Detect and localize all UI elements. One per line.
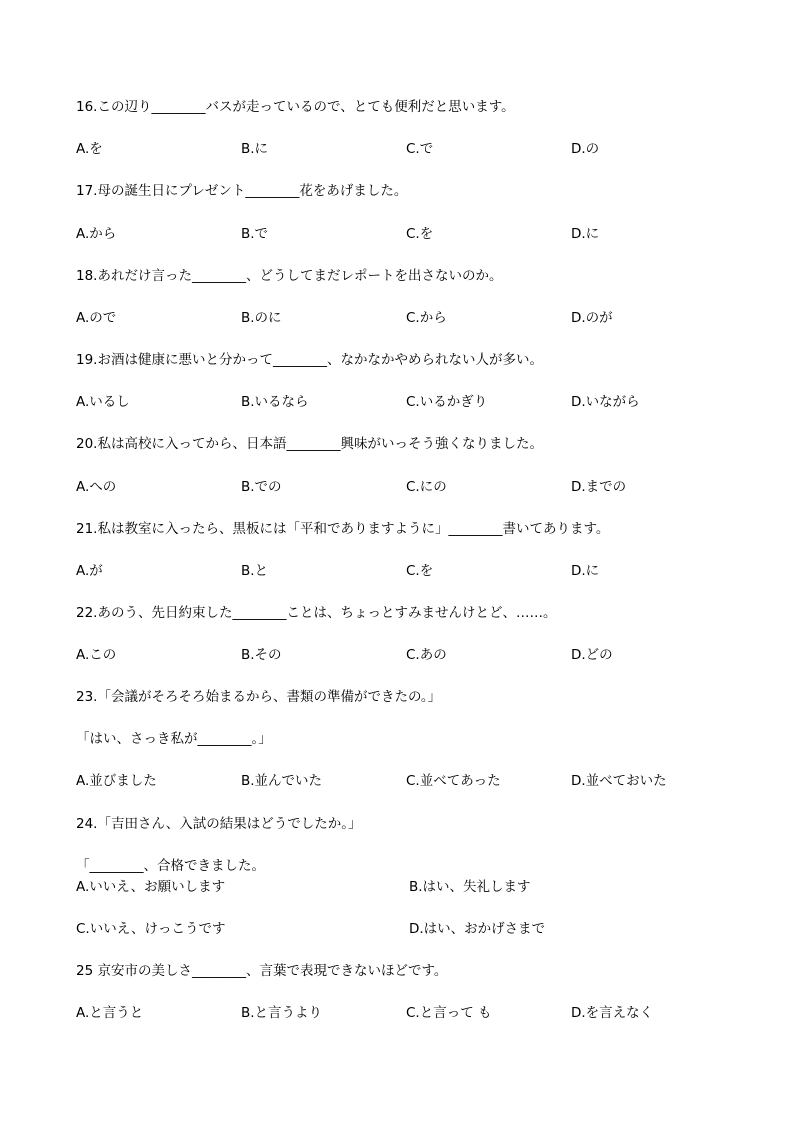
question-23-option-a[interactable]: A.並びました (76, 773, 157, 789)
question-23-stem: 23.「会議がそろそろ始まるから、書類の準備ができたの。」 (76, 689, 442, 705)
question-16-stem: 16.この辺り________バスが走っているので、とても便利だと思います。 (76, 99, 515, 115)
question-25-options (76, 1004, 716, 1022)
question-18-option-c[interactable]: C.から (406, 310, 447, 326)
question-24-stem: 24.「吉田さん、入試の結果はどうでしたか。」 (76, 816, 362, 832)
question-19-option-a[interactable]: A.いるし (76, 394, 130, 410)
question-21-option-d[interactable]: D.に (571, 563, 600, 579)
question-17-option-d[interactable]: D.に (571, 226, 600, 242)
question-19-stem: 19.お酒は健康に悪いと分かって________、なかなかやめられない人が多い。 (76, 352, 543, 368)
question-21-option-c[interactable]: C.を (406, 563, 434, 579)
question-18-option-a[interactable]: A.ので (76, 310, 117, 326)
question-22-option-d[interactable]: D.どの (571, 647, 613, 663)
question-19-option-d[interactable]: D.いながら (571, 394, 640, 410)
question-22-options (76, 646, 716, 664)
question-25-option-c[interactable]: C.と言って も (406, 1005, 492, 1021)
question-20-option-c[interactable]: C.にの (406, 479, 447, 495)
question-24-option-d[interactable]: D.はい、おかげさまで (409, 921, 546, 937)
question-21-option-a[interactable]: A.が (76, 563, 103, 579)
question-20-option-d[interactable]: D.までの (571, 479, 627, 495)
question-23-option-d[interactable]: D.並べておいた (571, 773, 667, 789)
question-18-option-d[interactable]: D.のが (571, 310, 613, 326)
question-16-option-a[interactable]: A.を (76, 141, 103, 157)
question-23-option-c[interactable]: C.並べてあった (406, 773, 501, 789)
question-17-stem: 17.母の誕生日にプレゼント________花をあげました。 (76, 183, 408, 199)
question-25-option-b[interactable]: B.と言うより (241, 1005, 323, 1021)
question-24-option-b[interactable]: B.はい、失礼します (409, 879, 531, 895)
question-24-option-a[interactable]: A.いいえ、お願いします (76, 879, 226, 895)
question-22-option-b[interactable]: B.その (241, 647, 282, 663)
question-24-options-row-2 (76, 920, 716, 938)
question-17-option-b[interactable]: B.で (241, 226, 269, 242)
question-20-option-b[interactable]: B.での (241, 479, 282, 495)
question-16-option-c[interactable]: C.で (406, 141, 434, 157)
question-19-option-c[interactable]: C.いるかぎり (406, 394, 488, 410)
question-21-options (76, 562, 716, 580)
question-16-options (76, 140, 716, 158)
question-20-option-a[interactable]: A.への (76, 479, 117, 495)
question-25-option-a[interactable]: A.と言うと (76, 1005, 144, 1021)
question-24-options-row-1 (76, 878, 716, 896)
question-20-options (76, 478, 716, 496)
question-18-option-b[interactable]: B.のに (241, 310, 282, 326)
question-25-option-d[interactable]: D.を言えなく (571, 1005, 654, 1021)
question-17-option-a[interactable]: A.から (76, 226, 117, 242)
question-21-stem: 21.私は教室に入ったら、黒板には「平和でありますように」________書いてあります。 (76, 521, 610, 537)
question-20-stem: 20.私は高校に入ってから、日本語________興味がいっそう強くなりました。 (76, 436, 543, 452)
question-16-option-d[interactable]: D.の (571, 141, 600, 157)
question-24-option-c[interactable]: C.いいえ、けっこうです (76, 921, 226, 937)
question-23-options (76, 772, 716, 790)
question-17-options (76, 225, 716, 243)
question-18-options (76, 309, 716, 327)
question-24-reply: 「________、合格できました。 (76, 858, 265, 874)
question-22-option-a[interactable]: A.この (76, 647, 117, 663)
question-25-stem: 25 京安市の美しさ________、言葉で表現できないほどです。 (76, 963, 448, 979)
question-19-option-b[interactable]: B.いるなら (241, 394, 309, 410)
question-19-options (76, 393, 716, 411)
question-22-stem: 22.あのう、先日約束した________ことは、ちょっとすみませんけとど、……。 (76, 605, 557, 621)
question-17-option-c[interactable]: C.を (406, 226, 434, 242)
question-23-option-b[interactable]: B.並んでいた (241, 773, 323, 789)
question-16-option-b[interactable]: B.に (241, 141, 269, 157)
question-21-option-b[interactable]: B.と (241, 563, 269, 579)
question-18-stem: 18.あれだけ言った________、どうしてまだレポートを出さないのか。 (76, 268, 503, 284)
question-23-reply: 「はい、さっき私が________。」 (76, 731, 272, 747)
question-22-option-c[interactable]: C.あの (406, 647, 447, 663)
